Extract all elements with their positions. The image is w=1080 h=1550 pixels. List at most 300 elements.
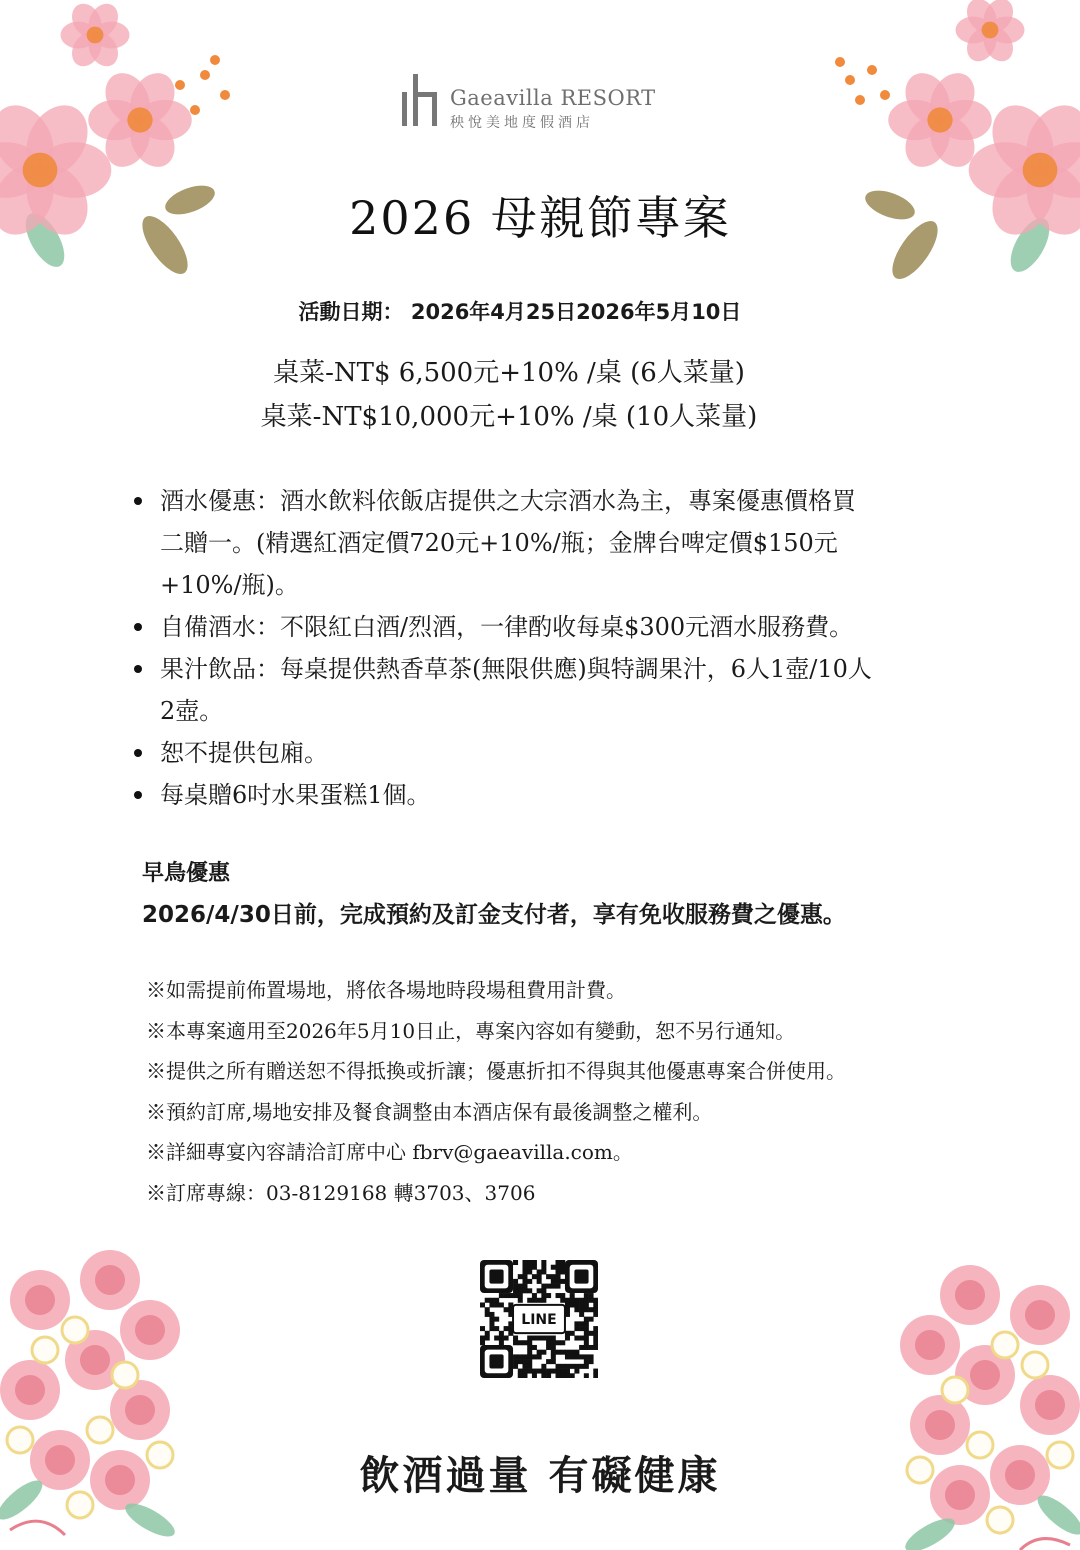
qr-module bbox=[522, 1288, 527, 1293]
qr-module bbox=[527, 1288, 532, 1293]
page-title: 2026 母親節專案 bbox=[349, 191, 731, 245]
qr-module bbox=[556, 1279, 561, 1284]
bullet-line: 酒水優惠：酒水飲料依飯店提供之大宗酒水為主，專案優惠價格買 bbox=[160, 487, 856, 515]
qr-module bbox=[499, 1336, 504, 1341]
qr-module bbox=[513, 1359, 518, 1364]
qr-module bbox=[527, 1265, 532, 1270]
qr-module bbox=[589, 1307, 594, 1312]
qr-module bbox=[527, 1298, 532, 1303]
qr-module bbox=[485, 1331, 490, 1336]
qr-module bbox=[541, 1260, 546, 1265]
bullet-item bbox=[134, 606, 964, 648]
qr-module bbox=[480, 1340, 485, 1345]
qr-module bbox=[584, 1364, 589, 1369]
qr-module bbox=[522, 1284, 527, 1289]
qr-module bbox=[546, 1284, 551, 1289]
qr-module bbox=[570, 1331, 575, 1336]
bullet-dot bbox=[134, 623, 142, 631]
qr-module bbox=[579, 1326, 584, 1331]
qr-module bbox=[541, 1293, 546, 1298]
qr-finder-core bbox=[489, 1269, 503, 1283]
qr-module bbox=[489, 1326, 494, 1331]
qr-module bbox=[489, 1302, 494, 1307]
berry bbox=[175, 80, 185, 90]
qr-module bbox=[579, 1298, 584, 1303]
qr-module bbox=[584, 1326, 589, 1331]
daisy bbox=[987, 1507, 1013, 1533]
qr-module bbox=[584, 1340, 589, 1345]
qr-module bbox=[541, 1298, 546, 1303]
qr-module bbox=[593, 1312, 598, 1317]
qr-module bbox=[541, 1364, 546, 1369]
alcohol-warning-slogan: 飲酒過量 有礙健康 bbox=[359, 1453, 721, 1499]
qr-module bbox=[541, 1373, 546, 1378]
qr-module bbox=[527, 1279, 532, 1284]
bullet-line: 恕不提供包廂。 bbox=[160, 739, 328, 767]
qr-module bbox=[593, 1336, 598, 1341]
rose-center bbox=[80, 1345, 110, 1375]
qr-module bbox=[522, 1354, 527, 1359]
qr-module bbox=[570, 1373, 575, 1378]
qr-module bbox=[551, 1336, 556, 1341]
qr-module bbox=[518, 1354, 523, 1359]
qr-module bbox=[480, 1326, 485, 1331]
qr-module bbox=[537, 1354, 542, 1359]
qr-module bbox=[537, 1288, 542, 1293]
qr-module bbox=[541, 1269, 546, 1274]
qr-module bbox=[489, 1298, 494, 1303]
qr-module bbox=[556, 1369, 561, 1374]
qr-module bbox=[494, 1302, 499, 1307]
qr-module bbox=[556, 1274, 561, 1279]
qr-module bbox=[556, 1269, 561, 1274]
qr-module bbox=[527, 1369, 532, 1374]
qr-module bbox=[565, 1354, 570, 1359]
bullet-line: 每桌贈6吋水果蛋糕1個。 bbox=[160, 781, 431, 809]
qr-module bbox=[522, 1265, 527, 1270]
qr-finder-core bbox=[489, 1354, 503, 1368]
qr-module bbox=[527, 1269, 532, 1274]
qr-module bbox=[551, 1284, 556, 1289]
qr-module bbox=[584, 1345, 589, 1350]
qr-module bbox=[584, 1307, 589, 1312]
qr-module bbox=[584, 1321, 589, 1326]
qr-module bbox=[522, 1364, 527, 1369]
qr-module bbox=[589, 1293, 594, 1298]
qr-module bbox=[480, 1336, 485, 1341]
qr-module bbox=[518, 1288, 523, 1293]
qr-module bbox=[560, 1293, 565, 1298]
qr-module bbox=[584, 1293, 589, 1298]
qr-module bbox=[541, 1336, 546, 1341]
qr-module bbox=[584, 1373, 589, 1378]
daisy bbox=[1022, 1352, 1048, 1378]
berry bbox=[880, 90, 890, 100]
note-item-phone[interactable]: ※訂席專線：03-8129168 轉3703、3706 bbox=[146, 1180, 536, 1205]
rose-center bbox=[95, 1265, 125, 1295]
qr-module bbox=[494, 1298, 499, 1303]
qr-module bbox=[546, 1274, 551, 1279]
qr-module bbox=[570, 1298, 575, 1303]
rose-center bbox=[1025, 1300, 1055, 1330]
qr-module bbox=[560, 1260, 565, 1265]
qr-module bbox=[532, 1265, 537, 1270]
floral-decoration-top-left bbox=[0, 0, 260, 300]
qr-module bbox=[546, 1345, 551, 1350]
rose-center bbox=[955, 1280, 985, 1310]
qr-module bbox=[518, 1274, 523, 1279]
ribbon bbox=[1020, 1539, 1070, 1550]
qr-module bbox=[584, 1317, 589, 1322]
qr-module bbox=[551, 1340, 556, 1345]
berry bbox=[855, 95, 865, 105]
qr-module bbox=[565, 1336, 570, 1341]
qr-module bbox=[584, 1354, 589, 1359]
bullet-item bbox=[134, 480, 964, 606]
price-line-6-people: 桌菜-NT$ 6,500元+10% /桌 (6人菜量) bbox=[273, 358, 745, 388]
qr-module bbox=[574, 1307, 579, 1312]
qr-module bbox=[589, 1298, 594, 1303]
qr-module bbox=[556, 1364, 561, 1369]
qr-module bbox=[513, 1279, 518, 1284]
qr-module bbox=[574, 1321, 579, 1326]
qr-module bbox=[513, 1288, 518, 1293]
qr-module bbox=[527, 1345, 532, 1350]
qr-module bbox=[551, 1369, 556, 1374]
qr-module bbox=[593, 1307, 598, 1312]
qr-module bbox=[522, 1274, 527, 1279]
qr-module bbox=[508, 1293, 513, 1298]
qr-module bbox=[546, 1336, 551, 1341]
qr-module bbox=[556, 1284, 561, 1289]
qr-module bbox=[574, 1298, 579, 1303]
qr-module bbox=[494, 1317, 499, 1322]
qr-module bbox=[541, 1265, 546, 1270]
qr-module bbox=[593, 1326, 598, 1331]
berry bbox=[190, 105, 200, 115]
qr-module bbox=[565, 1364, 570, 1369]
qr-module bbox=[527, 1359, 532, 1364]
qr-module bbox=[560, 1373, 565, 1378]
flower-center bbox=[87, 27, 104, 44]
qr-module bbox=[560, 1364, 565, 1369]
terms-notes bbox=[146, 970, 846, 1213]
qr-module bbox=[574, 1302, 579, 1307]
qr-module bbox=[560, 1269, 565, 1274]
qr-module bbox=[579, 1321, 584, 1326]
berry bbox=[835, 57, 845, 67]
qr-module bbox=[513, 1340, 518, 1345]
qr-module bbox=[513, 1364, 518, 1369]
qr-module bbox=[504, 1326, 509, 1331]
qr-module bbox=[522, 1260, 527, 1265]
qr-module bbox=[565, 1373, 570, 1378]
qr-module bbox=[489, 1317, 494, 1322]
qr-module bbox=[518, 1293, 523, 1298]
berry bbox=[200, 70, 210, 80]
qr-module bbox=[518, 1359, 523, 1364]
qr-module bbox=[570, 1302, 575, 1307]
qr-module bbox=[518, 1373, 523, 1378]
qr-module bbox=[499, 1340, 504, 1345]
qr-module bbox=[560, 1265, 565, 1270]
qr-module bbox=[537, 1269, 542, 1274]
daisy bbox=[87, 1417, 113, 1443]
berry bbox=[845, 75, 855, 85]
qr-module bbox=[546, 1340, 551, 1345]
qr-module bbox=[532, 1298, 537, 1303]
qr-module bbox=[537, 1274, 542, 1279]
qr-module bbox=[556, 1293, 561, 1298]
daisy bbox=[942, 1377, 968, 1403]
qr-module bbox=[579, 1302, 584, 1307]
qr-module bbox=[532, 1354, 537, 1359]
brand-name-en: Gaeavilla RESORT bbox=[450, 86, 656, 110]
rose-center bbox=[1035, 1390, 1065, 1420]
rose-center bbox=[925, 1410, 955, 1440]
qr-module bbox=[480, 1302, 485, 1307]
qr-module bbox=[518, 1340, 523, 1345]
bullet-line: 自備酒水：不限紅白酒/烈酒，一律酌收每桌$300元酒水服務費。 bbox=[160, 613, 854, 641]
qr-module bbox=[541, 1369, 546, 1374]
qr-module bbox=[537, 1279, 542, 1284]
qr-module bbox=[522, 1279, 527, 1284]
berry bbox=[867, 65, 877, 75]
qr-module bbox=[532, 1369, 537, 1374]
qr-module bbox=[556, 1265, 561, 1270]
daisy bbox=[112, 1362, 138, 1388]
qr-module bbox=[589, 1331, 594, 1336]
rose-center bbox=[135, 1315, 165, 1345]
qr-module bbox=[504, 1336, 509, 1341]
berry bbox=[220, 90, 230, 100]
qr-module bbox=[593, 1331, 598, 1336]
qr-module bbox=[541, 1350, 546, 1355]
floral-decoration-top-right bbox=[820, 0, 1080, 300]
bullet-line: +10%/瓶)。 bbox=[160, 571, 299, 599]
qr-module bbox=[513, 1284, 518, 1289]
qr-module bbox=[537, 1336, 542, 1341]
qr-module bbox=[551, 1265, 556, 1270]
qr-module bbox=[589, 1317, 594, 1322]
line-qr-code[interactable] bbox=[480, 1260, 598, 1378]
qr-module bbox=[579, 1354, 584, 1359]
qr-module bbox=[522, 1369, 527, 1374]
qr-module bbox=[527, 1354, 532, 1359]
qr-module bbox=[485, 1336, 490, 1341]
qr-module bbox=[551, 1345, 556, 1350]
qr-module bbox=[574, 1369, 579, 1374]
qr-module bbox=[522, 1340, 527, 1345]
qr-module bbox=[570, 1350, 575, 1355]
qr-module bbox=[513, 1336, 518, 1341]
qr-module bbox=[593, 1373, 598, 1378]
qr-module bbox=[579, 1345, 584, 1350]
qr-module bbox=[504, 1293, 509, 1298]
daisy bbox=[992, 1332, 1018, 1358]
qr-module bbox=[513, 1260, 518, 1265]
qr-module bbox=[546, 1369, 551, 1374]
bullet-line: 果汁飲品：每桌提供熱香草茶(無限供應)與特調果汁，6人1壺/10人 bbox=[160, 655, 872, 683]
qr-module bbox=[574, 1326, 579, 1331]
qr-module bbox=[584, 1298, 589, 1303]
qr-module bbox=[522, 1373, 527, 1378]
bullet-line: 二贈一。(精選紅酒定價720元+10%/瓶；金牌台啤定價$150元 bbox=[160, 529, 838, 557]
qr-module bbox=[593, 1340, 598, 1345]
rose-center bbox=[15, 1375, 45, 1405]
qr-module bbox=[522, 1269, 527, 1274]
daisy bbox=[62, 1317, 88, 1343]
qr-module bbox=[574, 1336, 579, 1341]
qr-module bbox=[556, 1350, 561, 1355]
qr-module bbox=[485, 1298, 490, 1303]
qr-module bbox=[546, 1359, 551, 1364]
qr-module bbox=[556, 1373, 561, 1378]
qr-module bbox=[532, 1293, 537, 1298]
qr-module bbox=[551, 1350, 556, 1355]
qr-module bbox=[522, 1359, 527, 1364]
bullet-line: 2壺。 bbox=[160, 697, 224, 725]
qr-module bbox=[489, 1312, 494, 1317]
qr-module bbox=[593, 1345, 598, 1350]
note-item: ※提供之所有贈送恕不得抵換或折讓；優惠折扣不得與其他優惠專案合併使用。 bbox=[146, 1059, 846, 1083]
qr-module bbox=[532, 1373, 537, 1378]
qr-module bbox=[560, 1340, 565, 1345]
qr-module bbox=[518, 1298, 523, 1303]
note-item: ※如需提前佈置場地，將依各場地時段場租費用計費。 bbox=[146, 978, 626, 1002]
qr-module bbox=[532, 1345, 537, 1350]
qr-module bbox=[518, 1284, 523, 1289]
qr-module bbox=[593, 1369, 598, 1374]
qr-module bbox=[593, 1298, 598, 1303]
qr-module bbox=[546, 1373, 551, 1378]
bullet-dot bbox=[134, 497, 142, 505]
qr-module bbox=[499, 1293, 504, 1298]
qr-module bbox=[589, 1354, 594, 1359]
early-bird-heading: 早鳥優惠 bbox=[142, 861, 231, 886]
note-item-email[interactable]: ※詳細專宴內容請洽訂席中心 fbrv@gaeavilla.com。 bbox=[146, 1140, 633, 1164]
leaf bbox=[121, 1497, 179, 1542]
qr-module bbox=[527, 1340, 532, 1345]
qr-module bbox=[494, 1326, 499, 1331]
qr-module bbox=[527, 1260, 532, 1265]
qr-module bbox=[574, 1364, 579, 1369]
flower-center bbox=[982, 22, 999, 39]
qr-module bbox=[489, 1321, 494, 1326]
qr-module bbox=[570, 1293, 575, 1298]
qr-module bbox=[494, 1336, 499, 1341]
note-item: ※預約訂席,場地安排及餐食調整由本酒店保有最後調整之權利。 bbox=[146, 1099, 713, 1124]
bullet-item bbox=[134, 774, 964, 816]
early-bird-text: 2026/4/30日前，完成預約及訂金支付者，享有免收服務費之優惠。 bbox=[142, 902, 846, 928]
qr-module bbox=[556, 1340, 561, 1345]
qr-module bbox=[485, 1312, 490, 1317]
qr-module bbox=[560, 1350, 565, 1355]
resort-logo-icon bbox=[400, 72, 442, 128]
qr-module bbox=[565, 1298, 570, 1303]
daisy bbox=[32, 1337, 58, 1363]
bullet-dot bbox=[134, 749, 142, 757]
qr-module bbox=[589, 1359, 594, 1364]
flower-bouquet-bottom-left bbox=[0, 1240, 210, 1550]
rose-center bbox=[25, 1285, 55, 1315]
qr-module bbox=[532, 1274, 537, 1279]
qr-module bbox=[485, 1307, 490, 1312]
offer-bullet-list bbox=[134, 480, 964, 816]
rose-center bbox=[970, 1360, 1000, 1390]
qr-module bbox=[579, 1307, 584, 1312]
qr-module bbox=[584, 1336, 589, 1341]
qr-module bbox=[570, 1364, 575, 1369]
qr-module bbox=[551, 1359, 556, 1364]
rose-center bbox=[125, 1395, 155, 1425]
qr-module bbox=[579, 1336, 584, 1341]
qr-module bbox=[527, 1364, 532, 1369]
qr-module bbox=[518, 1369, 523, 1374]
qr-module bbox=[537, 1369, 542, 1374]
qr-module bbox=[560, 1298, 565, 1303]
price-line-10-people: 桌菜-NT$10,000元+10% /桌 (10人菜量) bbox=[260, 402, 758, 432]
flower-center bbox=[927, 107, 952, 132]
qr-module bbox=[532, 1260, 537, 1265]
qr-module bbox=[527, 1336, 532, 1341]
qr-module bbox=[504, 1307, 509, 1312]
qr-module bbox=[565, 1350, 570, 1355]
qr-module bbox=[556, 1260, 561, 1265]
qr-line-label: LINE bbox=[521, 1312, 557, 1328]
qr-module bbox=[584, 1331, 589, 1336]
qr-module bbox=[574, 1354, 579, 1359]
flower-bouquet-bottom-right bbox=[860, 1255, 1080, 1550]
qr-module bbox=[574, 1350, 579, 1355]
event-dates: 活動日期： 2026年4月25日2026年5月10日 bbox=[298, 300, 742, 324]
qr-module bbox=[527, 1350, 532, 1355]
qr-module bbox=[499, 1302, 504, 1307]
ribbon bbox=[10, 1521, 65, 1535]
qr-module bbox=[537, 1350, 542, 1355]
note-item: ※本專案適用至2026年5月10日止，專案內容如有變動，恕不另行通知。 bbox=[146, 1018, 796, 1043]
qr-module bbox=[584, 1302, 589, 1307]
qr-module bbox=[589, 1345, 594, 1350]
qr-module bbox=[541, 1288, 546, 1293]
brand-logo bbox=[400, 72, 660, 132]
qr-module bbox=[584, 1359, 589, 1364]
qr-module bbox=[499, 1331, 504, 1336]
qr-finder-core bbox=[574, 1269, 588, 1283]
flower-center bbox=[127, 107, 152, 132]
berry bbox=[210, 55, 220, 65]
bullet-item bbox=[134, 732, 964, 774]
qr-module bbox=[513, 1354, 518, 1359]
qr-module bbox=[560, 1369, 565, 1374]
brand-name-zh: 秧悅美地度假酒店 bbox=[450, 115, 594, 131]
qr-module bbox=[551, 1354, 556, 1359]
qr-module bbox=[560, 1279, 565, 1284]
qr-module bbox=[541, 1284, 546, 1289]
qr-module bbox=[593, 1302, 598, 1307]
qr-module bbox=[579, 1364, 584, 1369]
qr-module bbox=[532, 1336, 537, 1341]
qr-module bbox=[513, 1293, 518, 1298]
qr-module bbox=[551, 1274, 556, 1279]
rose-center bbox=[915, 1330, 945, 1360]
qr-module bbox=[565, 1369, 570, 1374]
bullet-dot bbox=[134, 791, 142, 799]
qr-module bbox=[546, 1293, 551, 1298]
qr-module bbox=[551, 1279, 556, 1284]
qr-module bbox=[537, 1298, 542, 1303]
bullet-item bbox=[134, 648, 964, 732]
